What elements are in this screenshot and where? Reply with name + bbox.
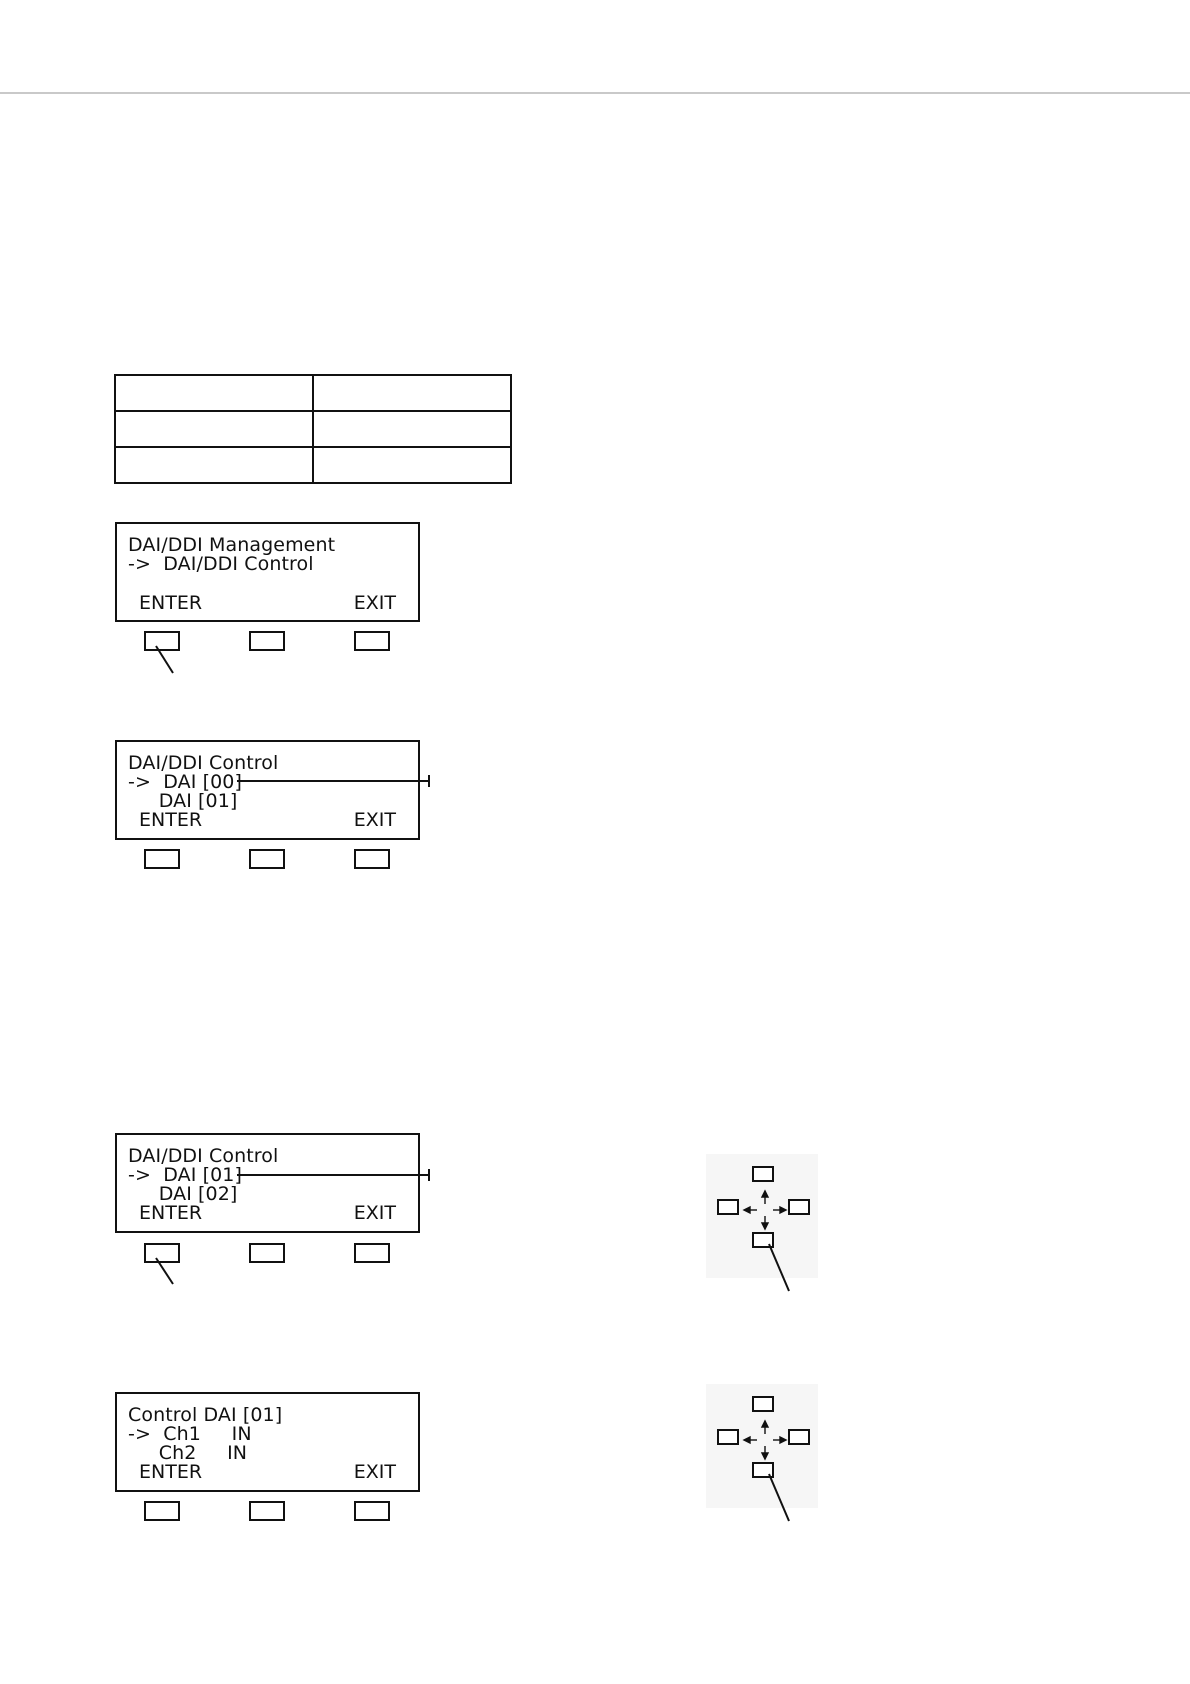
header-rule: [0, 92, 1190, 94]
nav-right-button[interactable]: [788, 1429, 810, 1445]
empty-table: [114, 374, 512, 484]
exit-softkey-label: EXIT: [353, 592, 396, 614]
nav-down-button[interactable]: [752, 1232, 774, 1248]
lcd-display-channel-control: [115, 1392, 420, 1492]
exit-button[interactable]: [354, 849, 390, 869]
exit-button[interactable]: [354, 631, 390, 651]
table-cell: [313, 375, 511, 411]
lcd-display-control-00: [115, 740, 420, 840]
enter-softkey-label: ENTER: [139, 809, 203, 831]
middle-button[interactable]: [249, 1501, 285, 1521]
table-cell: [115, 375, 313, 411]
nav-pad-icon: [706, 1154, 818, 1278]
table-row: [115, 447, 511, 483]
nav-up-button[interactable]: [752, 1396, 774, 1412]
table-row: [115, 375, 511, 411]
lcd-display-control-01: [115, 1133, 420, 1233]
exit-softkey-label: EXIT: [353, 1461, 396, 1483]
exit-button[interactable]: [354, 1243, 390, 1263]
exit-softkey-label: EXIT: [353, 1202, 396, 1224]
table-cell: [115, 411, 313, 447]
lcd-selected-item: -> DAI [00]: [128, 771, 242, 793]
middle-button[interactable]: [249, 1243, 285, 1263]
enter-button[interactable]: [144, 631, 180, 651]
enter-button[interactable]: [144, 849, 180, 869]
enter-softkey-label: ENTER: [139, 1461, 203, 1483]
lcd-title: DAI/DDI Management: [128, 534, 336, 556]
lcd-selected-item: -> DAI [01]: [128, 1164, 242, 1186]
table-cell: [313, 447, 511, 483]
enter-button[interactable]: [144, 1243, 180, 1263]
enter-softkey-label: ENTER: [139, 592, 203, 614]
nav-left-button[interactable]: [717, 1429, 739, 1445]
lcd-selected-item: -> Ch1 IN: [128, 1423, 252, 1445]
lcd-display-management: [115, 522, 420, 622]
enter-button[interactable]: [144, 1501, 180, 1521]
middle-button[interactable]: [249, 631, 285, 651]
lcd-title: DAI/DDI Control: [128, 1145, 279, 1167]
nav-pad-icon: [706, 1384, 818, 1508]
nav-right-button[interactable]: [788, 1199, 810, 1215]
lcd-next-item: DAI [01]: [128, 790, 238, 812]
lcd-next-item: Ch2 IN: [128, 1442, 248, 1464]
lcd-title: Control DAI [01]: [128, 1404, 283, 1426]
exit-softkey-label: EXIT: [353, 809, 396, 831]
enter-softkey-label: ENTER: [139, 1202, 203, 1224]
nav-down-button[interactable]: [752, 1462, 774, 1478]
lcd-title: DAI/DDI Control: [128, 752, 279, 774]
nav-left-button[interactable]: [717, 1199, 739, 1215]
table-cell: [313, 411, 511, 447]
lcd-next-item: DAI [02]: [128, 1183, 238, 1205]
middle-button[interactable]: [249, 849, 285, 869]
nav-up-button[interactable]: [752, 1166, 774, 1182]
exit-button[interactable]: [354, 1501, 390, 1521]
table-cell: [115, 447, 313, 483]
table-row: [115, 411, 511, 447]
lcd-selected-item: -> DAI/DDI Control: [128, 553, 314, 575]
